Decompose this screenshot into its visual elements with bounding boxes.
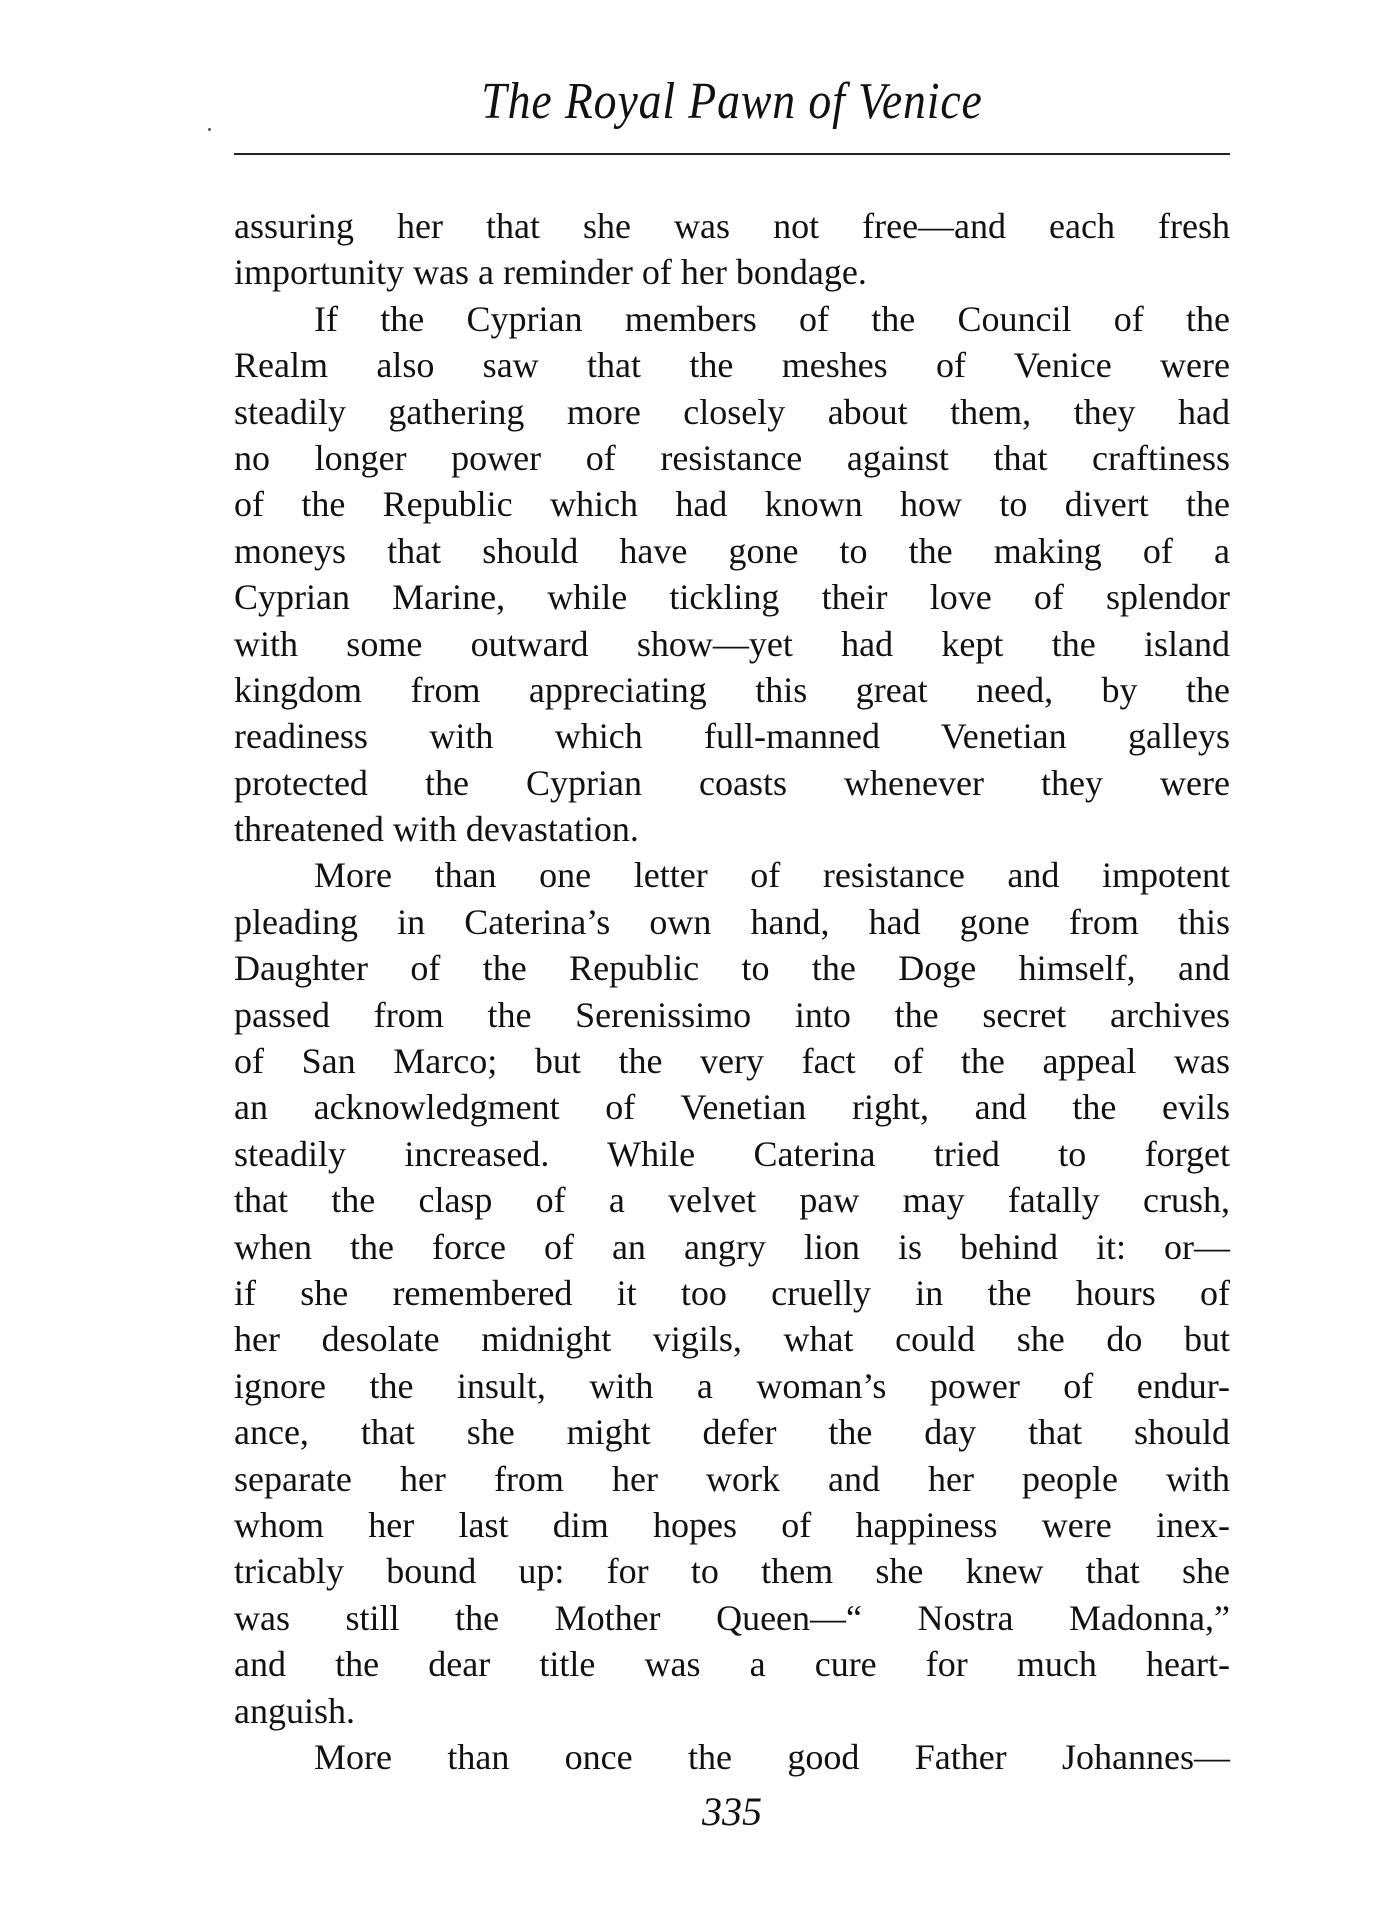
running-title: The Royal Pawn of Venice (481, 73, 983, 130)
page-number: 335 (702, 1789, 762, 1834)
text-line: protected the Cyprian coasts whenever they were (234, 762, 1230, 803)
text-line: Daughter of the Republic to the Doge himself, and (234, 948, 1230, 989)
text-line: More than once the good Father Johannes— (314, 1736, 1230, 1777)
text-line: steadily increased. While Caterina tried to forget (234, 1133, 1230, 1174)
text-line: her desolate midnight vigils, what could she do but (234, 1319, 1230, 1360)
text-line: of San Marco; but the very fact of the appeal was (234, 1041, 1230, 1082)
text-line: passed from the Serenissimo into the secret archives (234, 994, 1230, 1035)
text-line: ance, that she might defer the day that should (234, 1412, 1230, 1453)
text-line: with some outward show—yet had kept the island (234, 623, 1230, 664)
text-line: If the Cyprian members of the Council of the (314, 298, 1230, 339)
text-line: of the Republic which had known how to divert the (234, 484, 1230, 525)
text-line: if she remembered it too cruelly in the hours of (234, 1272, 1230, 1313)
text-line: an acknowledgment of Venetian right, and the evils (234, 1087, 1230, 1128)
text-line: pleading in Caterina’s own hand, had gone from this (234, 901, 1230, 942)
text-line: readiness with which full-manned Venetian galleys (234, 716, 1230, 757)
body-text (234, 203, 1230, 1780)
text-line: tricably bound up: for to them she knew that she (234, 1551, 1230, 1592)
text-line: kingdom from appreciating this great need, by the (234, 669, 1230, 710)
text-line: Realm also saw that the meshes of Venice were (234, 345, 1230, 386)
text-line: no longer power of resistance against that craftiness (234, 437, 1230, 478)
text-line: anguish. (234, 1690, 355, 1731)
text-line: when the force of an angry lion is behind it: or— (234, 1226, 1230, 1267)
text-line: threatened with devastation. (234, 809, 639, 850)
text-line: assuring her that she was not free—and each fresh (234, 206, 1230, 246)
text-line: ignore the insult, with a woman’s power of endur- (234, 1365, 1230, 1406)
text-line: and the dear title was a cure for much heart- (234, 1644, 1230, 1685)
text-line: importunity was a reminder of her bondage. (234, 252, 867, 293)
text-line: Cyprian Marine, while tickling their love of splendor (234, 577, 1230, 618)
text-line: whom her last dim hopes of happiness were inex- (234, 1504, 1230, 1545)
header-rule (234, 153, 1230, 155)
scan-speck (208, 128, 211, 131)
text-line: separate her from her work and her people with (234, 1458, 1230, 1499)
text-line: More than one letter of resistance and impotent (314, 855, 1230, 896)
text-line: was still the Mother Queen—“ Nostra Madonna,” (234, 1597, 1230, 1638)
text-line: moneys that should have gone to the making of a (234, 530, 1230, 571)
text-line: steadily gathering more closely about them, they had (234, 391, 1230, 432)
text-line: that the clasp of a velvet paw may fatally crush, (234, 1180, 1230, 1221)
